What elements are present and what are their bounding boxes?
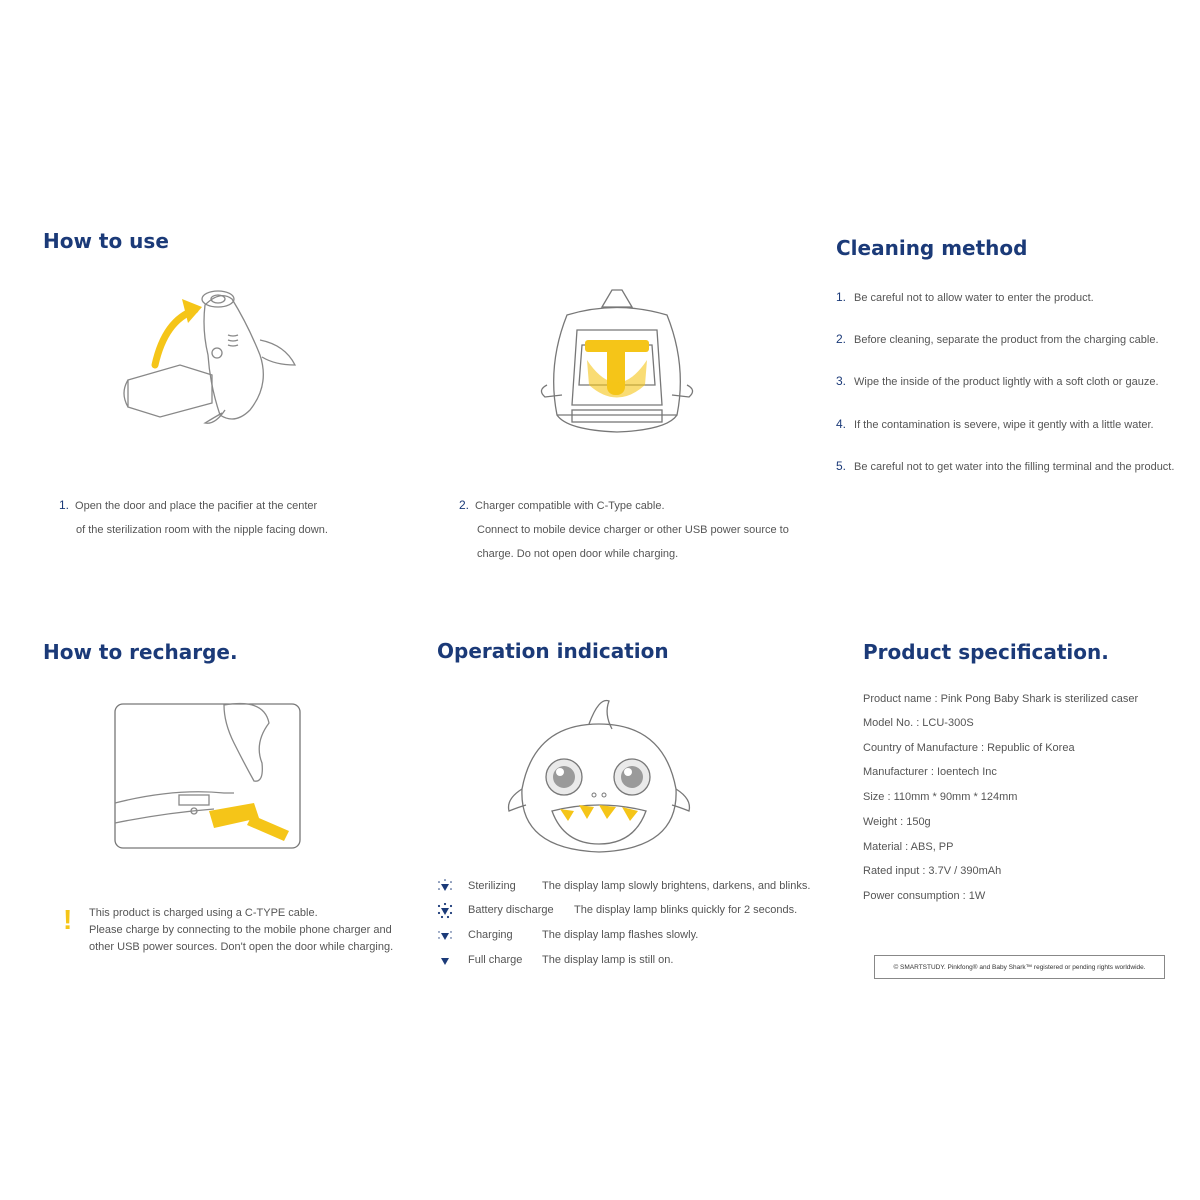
cleaning-item: 4. If the contamination is severe, wipe it gently with a little water. [836,417,1154,431]
recharge-text: This product is charged using a C-TYPE cable. Please charge by connecting to the mobile phone charger and other USB power sources. Don't open the door while charging. [89,907,394,953]
spec-line: Weight : 150g [863,816,931,828]
how-to-use-title: How to use [43,229,169,253]
spec-line: Material : ABS, PP [863,841,954,853]
copyright-text: © SMARTSTUDY. Pinkfong® and Baby Shark™ registered or pending rights worldwide. [893,963,1146,971]
recharge-illustration [114,703,301,849]
cleaning-item: 5. Be careful not to get water into the filling terminal and the product. [836,459,1175,473]
warning-icon: ! [63,904,73,935]
how-to-use-step-1: 1. Open the door and place the pacifier at the center of the sterilization room with the nipple facing down. [59,498,328,536]
product-specification-title: Product specification. [863,640,1109,664]
baby-shark-face-illustration [504,699,694,855]
spec-line: Model No. : LCU-300S [863,717,974,729]
spec-line: Power consumption : 1W [863,890,986,902]
spec-line: Rated input : 3.7V / 390mAh [863,865,1002,877]
spec-line: Product name : Pink Pong Baby Shark is sterilized caser [863,693,1139,705]
spec-line: Size : 110mm * 90mm * 124mm [863,791,1018,803]
copyright-box [874,955,1165,979]
cleaning-item: 1. Be careful not to allow water to enter the product. [836,290,1094,304]
lamp-full-charge-icon [437,953,453,969]
charging-pacifier-illustration [527,285,707,445]
how-to-recharge-title: How to recharge. [43,640,238,664]
spec-line: Country of Manufacture : Republic of Korea [863,742,1075,754]
cleaning-item: 3. Wipe the inside of the product lightly with a soft cloth or gauze. [836,374,1159,388]
lamp-sterilizing-icon [437,879,453,895]
operation-indication-title: Operation indication [437,639,669,663]
spec-line: Manufacturer : Ioentech Inc [863,766,997,778]
lamp-battery-discharge-icon [437,903,453,919]
lamp-charging-icon [437,928,453,944]
cleaning-method-title: Cleaning method [836,236,1028,260]
open-door-illustration [110,285,310,435]
how-to-use-step-2: 2. Charger compatible with C-Type cable. Connect to mobile device charger or other USB power source to charge. Do not open door while charging. [459,498,789,560]
cleaning-item: 2. Before cleaning, separate the product from the charging cable. [836,332,1159,346]
